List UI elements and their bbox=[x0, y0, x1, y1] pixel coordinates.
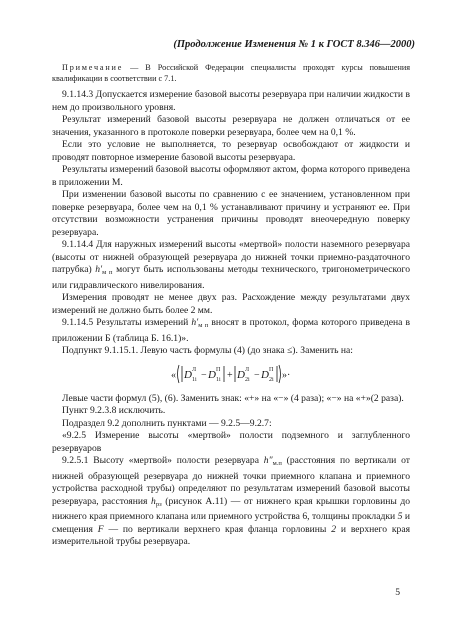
formula bbox=[52, 363, 410, 385]
paragraph: 9.1.14.3 Допускается измерение базовой высоты резервуара при наличии жидкости в нем до произвольного уровня. bbox=[52, 89, 410, 113]
text-run: (расстояния по вертикали от нижней образующей резервуара до нижней точки приемного клапана и приемного устройства расходной трубы) определяют по результатам измерений базовой высоты резервуара, расстояния bbox=[52, 455, 410, 507]
paragraph: Результаты измерений базовой высоты оформляют актом, форма которого приведена в приложении М. bbox=[52, 164, 410, 188]
paragraph: Подраздел 9.2 дополнить пунктами — 9.2.5—9.2.7: bbox=[62, 417, 272, 429]
paragraph: При изменении базовой высоты по сравнению с ее значением, установленном при поверке резервуара, более чем на 0,1 % устанавливают причину и устраняют ее. При отсутствии возможности устранения причины проводят внеочередную поверку резервуара. bbox=[52, 189, 410, 238]
formula-minus: − bbox=[201, 369, 207, 381]
text-run: (рисунок А.11) — от нижнего края крышки горловины до нижнего края приемного клапана или приемного устройства 6, толщины прокладки bbox=[52, 495, 410, 522]
math-symbol: h″ bbox=[263, 455, 273, 466]
formula-sub: 2i bbox=[245, 376, 250, 383]
math-symbol: h′ bbox=[191, 317, 199, 328]
document-body bbox=[52, 62, 410, 549]
formula-D: D bbox=[184, 368, 192, 381]
paragraph bbox=[52, 455, 410, 549]
formula-graphic bbox=[171, 363, 291, 385]
paragraph: Пункт 9.2.3.8 исключить. bbox=[62, 405, 166, 416]
note-lead: Примечание bbox=[62, 63, 124, 72]
paragraph: Измерения проводят не менее двух раз. Расхождение между результатами двух измерений не должно быть более 2 мм. bbox=[52, 292, 410, 316]
math-subscript: м п bbox=[198, 322, 209, 329]
paragraph: Левые части формул (5), (6). Заменить знак: «+» на «−» (4 раза); «−» на «+»(2 раза). bbox=[62, 392, 404, 404]
text-run: 9.1.14.4 Для наружных измерений высоты «мертвой» полости наземного резервуара (высоты от нижней образующей резервуара до нижней точки приемно-раздаточного патрубка) bbox=[52, 239, 410, 275]
formula-plus: + bbox=[227, 369, 233, 381]
math-symbol: F bbox=[97, 523, 104, 535]
formula-paren-left bbox=[178, 365, 180, 383]
formula-sup: Л bbox=[245, 366, 250, 373]
page-header: (Продолжение Изменения № 1 к ГОСТ 8.346—2000) bbox=[173, 39, 415, 50]
text-run: 9.1.14.5 Результаты измерений bbox=[62, 317, 192, 328]
formula-sub: 2i bbox=[269, 376, 274, 383]
math-subscript: рз bbox=[155, 500, 162, 508]
math-subscript: м.п bbox=[272, 460, 282, 467]
math-subscript: м п bbox=[102, 269, 113, 276]
formula-sub: 1i bbox=[192, 376, 197, 383]
text-run: и верхнего края измерительной трубы резервуара. bbox=[52, 523, 410, 547]
text-run: — по вертикали верхнего края фланца горловины bbox=[103, 523, 332, 535]
formula-D: D bbox=[237, 368, 245, 381]
paragraph: Если это условие не выполняется, то резервуар освобождают от жидкости и проводят повторное измерение базовой высоты резервуара. bbox=[52, 139, 410, 163]
formula-close-quote: »· bbox=[282, 369, 291, 381]
math-symbol: h bbox=[151, 495, 156, 507]
text-run: вносят в протокол, форма которого приведена в приложении Б (таблица Б. 16.1)». bbox=[52, 317, 410, 344]
math-symbol: h′ bbox=[95, 264, 103, 275]
text-run: могут быть использованы методы технического, тригонометрического или гидравлического нивелирования. bbox=[52, 264, 411, 291]
formula-paren-right bbox=[279, 365, 281, 383]
note bbox=[52, 62, 410, 84]
text-run: 9.2.5.1 Высоту «мертвой» полости резервуара bbox=[62, 455, 264, 466]
paragraph: «9.2.5 Измерение высоты «мертвой» полости подземного и заглубленного резервуаров bbox=[52, 430, 410, 454]
formula-open-quote: « bbox=[171, 369, 176, 381]
figure-ref-number: 5 bbox=[397, 511, 403, 522]
note-text: — В Российской Федерации специалисты проходят курсы повышения квалификации в соответствии с 7.1. bbox=[52, 63, 410, 83]
formula-sub: 1i bbox=[216, 376, 221, 383]
formula-sup: П bbox=[269, 366, 274, 373]
text-run: и смещения bbox=[52, 511, 410, 535]
paragraph: Результат измерений базовой высоты резервуара не должен отличаться от ее значения, указанного в протоколе поверки резервуара, более чем на 0,1 %. bbox=[52, 114, 410, 138]
formula-D: D bbox=[208, 368, 216, 381]
paragraph bbox=[52, 239, 410, 292]
formula-minus: − bbox=[254, 369, 260, 381]
formula-D: D bbox=[261, 368, 269, 381]
figure-ref-number: 2 bbox=[331, 523, 337, 535]
formula-sup: П bbox=[216, 366, 221, 373]
paragraph: Подпункт 9.1.15.1. Левую часть формулы (4) (до знака ≤). Заменить на: bbox=[62, 345, 353, 356]
page-number: 5 bbox=[395, 587, 400, 598]
paragraph bbox=[52, 317, 410, 345]
formula-sup: Л bbox=[192, 366, 197, 373]
